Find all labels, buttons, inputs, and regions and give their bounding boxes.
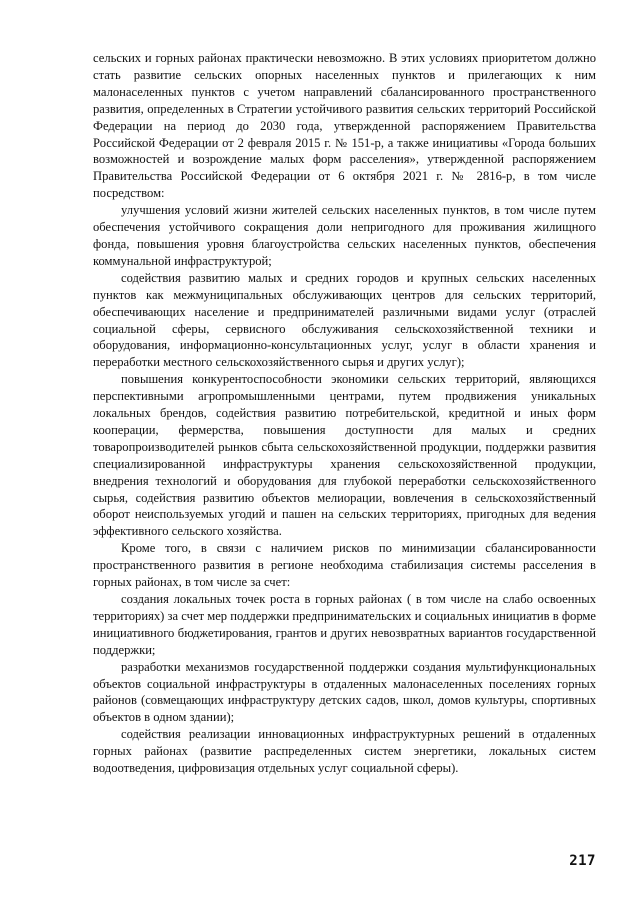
paragraph: создания локальных точек роста в горных районах ( в том числе на слабо освоенных территориях) за счет мер поддержки предпринимательских и социальных инициатив в форме инициативного бюджетирования, грантов и других невозвратных вариантов государственной поддержки; <box>93 592 596 657</box>
body-text <box>93 50 596 777</box>
paragraph: содействия реализации инновационных инфраструктурных решений в отдаленных горных районах (развитие распределенных систем энергетики, локальных систем водоотведения, цифровизация отдельных услуг социальной сферы). <box>93 727 596 776</box>
page-number: 217 <box>569 853 596 869</box>
paragraph: разработки механизмов государственной поддержки создания мультифункциональных объектов социальной инфраструктуры в отдаленных малонаселенных поселениях горных районов (совмещающих инфраструктуру детских садов, школ, домов культуры, спортивных объектов в одном здании); <box>93 659 596 725</box>
paragraph: Кроме того, в связи с наличием рисков по минимизации сбалансированности пространственного развития в регионе необходима стабилизация системы расселения в горных районах, в том числе за счет: <box>93 541 596 590</box>
paragraph: повышения конкурентоспособности экономики сельских территорий, являющихся перспективными агропромышленными центрами, путем продвижения уникальных локальных брендов, содействия развитию потребительской, кредитной и иных форм кооперации, фермерства, повышения доступности для малых и средних товаропроизводителей рынков сбыта сельскохозяйственной продукции, поддержки развития специализированной инфраструктуры хранения сельскохозяйственной продукции, внедрения технологий и оборудования для глубокой переработки сельскохозяйственного сырья, содействия развитию объектов мелиорации, вовлечения в сельскохозяйственный оборот неиспользуемых угодий и пашен на сельских территориях, пригодных для ведения эффективного сельского хозяйства. <box>93 372 596 539</box>
paragraph: сельских и горных районах практически невозможно. В этих условиях приоритетом должно стать развитие сельских опорных населенных пунктов и прилегающих к ним малонаселенных пунктов с учетом направлений сбалансированного пространственного развития, определенных в Стратегии устойчивого развития сельских территорий Российской Федерации на период до 2030 года, утвержденной распоряжением Правительства Российской Федерации от 2 февраля 2015 г. № 151-р, а также инициативы «Города больших возможностей и возрождение малых форм расселения», утвержденной распоряжением Правительства Российской Федерации от 6 октября 2021 г. № 2816-р, в том числе посредством: <box>93 51 596 201</box>
paragraph: содействия развитию малых и средних городов и крупных сельских населенных пунктов как межмуниципальных обслуживающих центров для сельских территорий, обеспечивающих население и предпринимателей различными видами услуг (отраслей социальной сферы, сервисного обслуживания сельскохозяйственной техники и оборудования, информационно-консультационных услуг, услуг в области хранения и переработки местного сельскохозяйственного сырья и других услуг); <box>93 270 596 370</box>
paragraph: улучшения условий жизни жителей сельских населенных пунктов, в том числе путем обеспечения устойчивого сокращения доли непригодного для проживания жилищного фонда, повышения уровня благоустройства сельских населенных пунктов, обеспечения коммунальной инфраструктурой; <box>93 203 596 268</box>
